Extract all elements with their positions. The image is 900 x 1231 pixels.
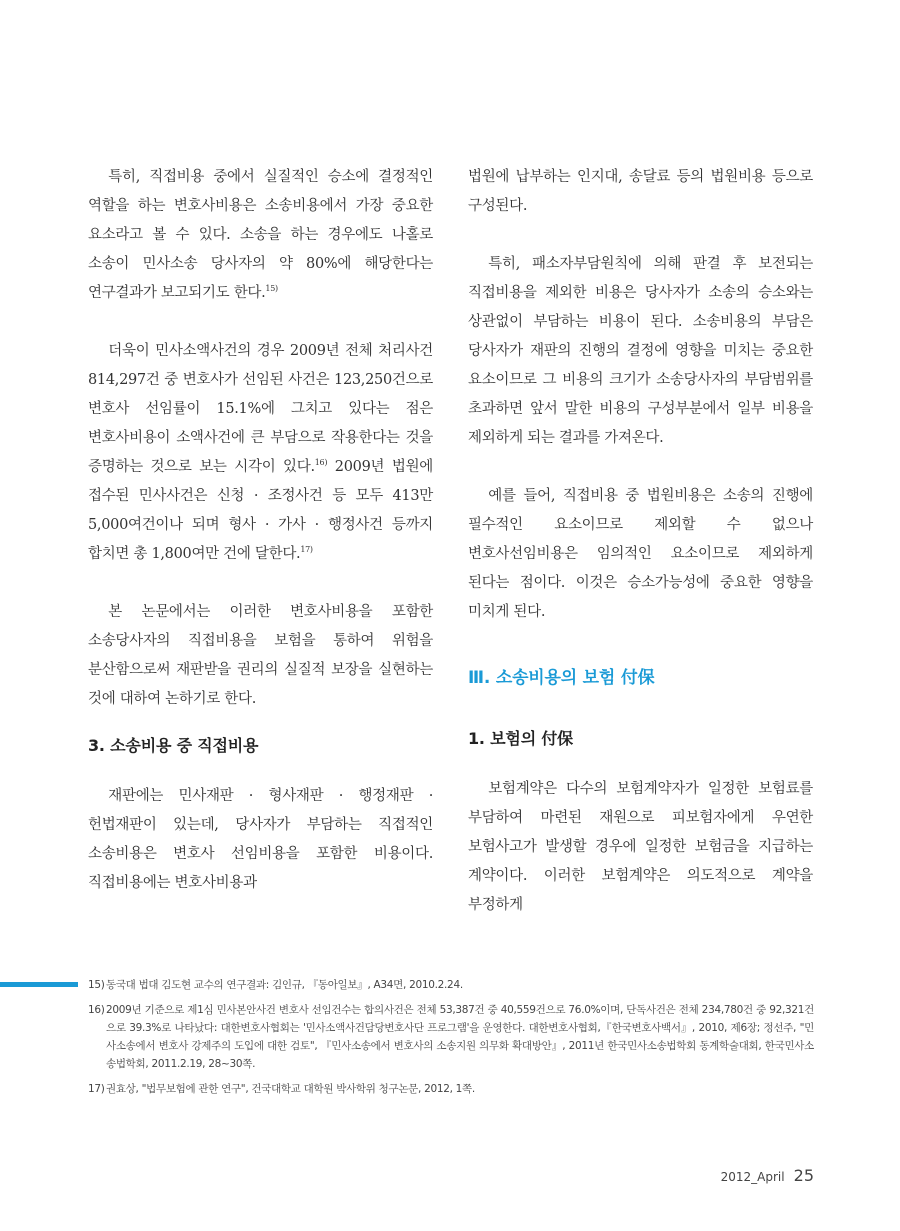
page-number: 25 bbox=[793, 1166, 814, 1185]
right-column bbox=[468, 163, 813, 920]
paragraph: 법원에 납부하는 인지대, 송달료 등의 법원비용 등으로 구성된다. bbox=[468, 169, 813, 214]
paragraph: 보험계약은 다수의 보험계약자가 일정한 보험료를 부담하여 마련된 재원으로 피보험자에게 우연한 보험사고가 발생할 경우에 일정한 보험금을 지급하는 계약이다. 이러한 보험계약은 의도적으로 계약을 부정하게 bbox=[468, 781, 813, 913]
footnote: 16) 2009년 기준으로 제1심 민사본안사건 변호사 선임건수는 합의사건은 전체 53,387건 중 40,559건으로 76.0%이며, 단독사건은 전체 234,780건 중 92,321건으로 39.3%로 나타났다: 대한변호사협회는 '민사소액사건담당변호사단 프로그램'을 운영한다. 대한변호사협회,『한국변호사백서』, 2010, 제6장; 정선주, "민사소송에서 변호사 강제주의 도입에 대한 검토", 『민사소송에서 변호사의 소송지원 의무화 확대방안』, 2011년 한국민사소송법학회 동계학술대회, 한국민사소송법학회, 2011.2.19, 28~30쪽. bbox=[88, 1004, 814, 1070]
footnote: 17) 권효상, "법무보험에 관한 연구", 건국대학교 대학원 박사학위 청구논문, 2012, 1쪽. bbox=[88, 1083, 475, 1095]
paragraph: 예를 들어, 직접비용 중 법원비용은 소송의 진행에 필수적인 요소이므로 제외할 수 없으나 변호사선임비용은 임의적인 요소이므로 제외하게 된다는 점이다. 이것은 승소가능성에 중요한 영향을 미치게 된다. bbox=[468, 488, 813, 620]
footnotes bbox=[88, 976, 814, 1105]
footnote-divider-bar bbox=[0, 982, 78, 987]
section-heading: 3. 소송비용 중 직접비용 bbox=[88, 736, 259, 755]
paragraph: 더욱이 민사소액사건의 경우 2009년 전체 처리사건 814,297건 중 변호사가 선임된 사건은 123,250건으로 변호사 선임률이 15.1%에 그치고 있다는 점은 변호사비용이 소액사건에 큰 부담으로 작용한다는 것을 증명하는 것으로 보는 시각이 있다.$^{16)}$ 2009년 법원에 접수된 민사사건은 신청 · 조정사건 등 모두 413만 5,000여건이나 되며 형사 · 가사 · 행정사건 등까지 합치면 총 1,800여만 건에 달한다.$^{17)}$ bbox=[88, 343, 433, 562]
paragraph: 본 논문에서는 이러한 변호사비용을 포함한 소송당사자의 직접비용을 보험을 통하여 위험을 분산함으로써 재판받을 권리의 실질적 보장을 실현하는 것에 대하여 논하기로 한다. bbox=[88, 604, 433, 707]
page-footer bbox=[721, 1166, 814, 1185]
footnote-ref[interactable]: 15) bbox=[265, 284, 278, 294]
section-heading: 1. 보험의 付保 bbox=[468, 729, 573, 748]
footnote-ref[interactable]: 17) bbox=[300, 545, 313, 555]
footnote-ref[interactable]: 16) bbox=[314, 458, 328, 468]
chapter-heading: Ⅲ. 소송비용의 보험 付保 bbox=[468, 668, 655, 688]
footnote: 15) 동국대 법대 김도현 교수의 연구결과: 김인규, 『동아일보』, A34면, 2010.2.24. bbox=[88, 979, 463, 991]
paragraph: 특히, 패소자부담원칙에 의해 판결 후 보전되는 직접비용을 제외한 비용은 당사자가 소송의 승소와는 상관없이 부담하는 비용이 된다. 소송비용의 부담은 당사자가 재판의 진행의 결정에 영향을 미치는 중요한 요소이므로 그 비용의 크기가 소송당사자의 부담범위를 초과하면 앞서 말한 비용의 구성부분에서 일부 비용을 제외하게 되는 결과를 가져온다. bbox=[468, 256, 813, 446]
issue-label: 2012_April bbox=[720, 1170, 785, 1184]
paragraph: 재판에는 민사재판 · 형사재판 · 행정재판 · 헌법재판이 있는데, 당사자가 부담하는 직접적인 소송비용은 변호사 선임비용을 포함한 비용이다. 직접비용에는 변호사비용과 bbox=[88, 788, 433, 891]
left-column bbox=[88, 163, 433, 898]
paragraph: 특히, 직접비용 중에서 실질적인 승소에 결정적인 역할을 하는 변호사비용은 소송비용에서 가장 중요한 요소라고 볼 수 있다. 소송을 하는 경우에도 나홀로 소송이 민사소송 당사자의 약 80%에 해당한다는 연구결과가 보고되기도 한다.$^{15)}$ bbox=[88, 169, 433, 301]
